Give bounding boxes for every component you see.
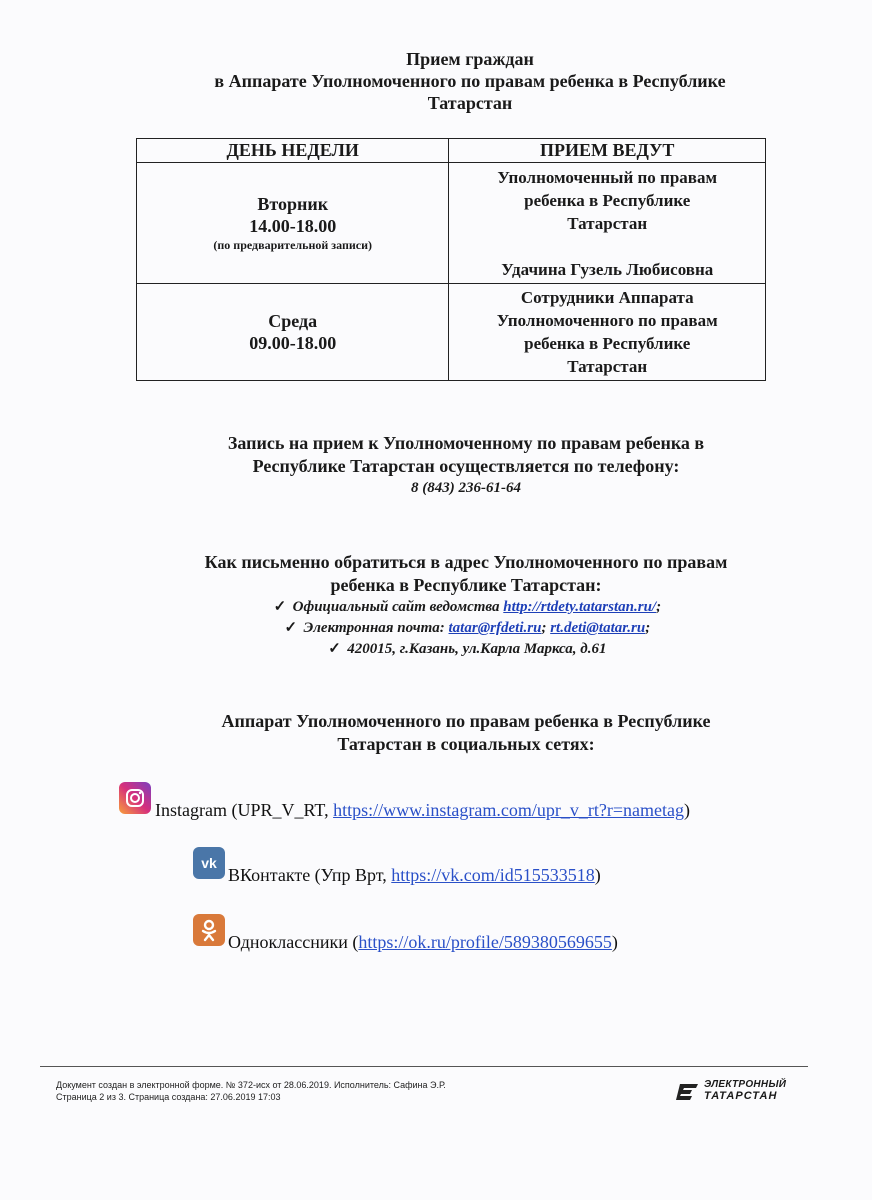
vk-row [0, 845, 872, 885]
who-person: Удачина Гузель Любисовна [501, 259, 714, 279]
email-label: Электронная почта: [303, 620, 445, 636]
svg-text:vk: vk [201, 855, 217, 871]
day-name: Среда [268, 311, 318, 331]
email-link-1[interactable]: tatar@rfdeti.ru [448, 620, 542, 636]
list-item [100, 597, 832, 618]
appointment-section [100, 432, 832, 498]
instagram-prefix: Instagram (UPR_V_RT, [155, 800, 334, 820]
social-heading-2: Татарстан в социальных сетях: [337, 734, 595, 754]
page-title [120, 48, 820, 114]
footer-divider [40, 1066, 808, 1067]
appointment-line-2: Республике Татарстан осуществляется по телефону: [252, 456, 680, 476]
table-header-row [137, 139, 766, 163]
who-line: Уполномоченный по правам [497, 167, 718, 187]
instagram-link[interactable]: https://www.instagram.com/upr_v_rt?r=nametag [333, 800, 684, 820]
logo-mark-icon [676, 1080, 700, 1102]
site-label: Официальный сайт ведомства [292, 599, 500, 615]
vk-suffix: ) [594, 865, 601, 885]
who-line: Уполномоченного по правам [496, 311, 718, 330]
check-icon: ✓ [328, 641, 341, 657]
check-icon: ✓ [284, 620, 298, 636]
vk-link[interactable]: https://vk.com/id515533518 [391, 865, 595, 885]
logo-line-2: ТАТАРСТАН [704, 1090, 778, 1102]
table-row [137, 284, 766, 381]
electronic-tatarstan-logo [676, 1078, 786, 1106]
logo-line-1: ЭЛЕКТРОННЫЙ [704, 1079, 787, 1090]
title-line-3: Татарстан [427, 93, 513, 113]
footer-line-2: Страница 2 из 3. Страница создана: 27.06.2019 17:03 [56, 1092, 281, 1102]
check-icon: ✓ [273, 599, 287, 615]
separator: ; [656, 599, 662, 615]
vk-glyph [193, 847, 225, 879]
day-time: 09.00-18.00 [249, 333, 337, 353]
phone-number[interactable]: 8 (843) 236-61-64 [411, 480, 521, 496]
list-item [100, 618, 832, 639]
ok-link[interactable]: https://ok.ru/profile/589380569655 [358, 932, 612, 952]
footer-line-1: Документ создан в электронной форме. № 372-исх от 28.06.2019. Исполнитель: Сафина Э.Р. [56, 1080, 446, 1090]
title-line-1: Прием граждан [406, 49, 534, 69]
ok-row [0, 912, 872, 952]
social-section [100, 710, 832, 756]
day-cell [137, 163, 449, 284]
list-item [100, 639, 832, 660]
email-link-2[interactable]: rt.deti@tatar.ru [550, 620, 646, 636]
who-cell [449, 284, 766, 381]
who-line: Татарстан [567, 213, 648, 233]
written-line-2: ребенка в Республике Татарстан: [330, 575, 602, 595]
separator: ; [541, 620, 547, 636]
separator: ; [645, 620, 651, 636]
who-line: Сотрудники Аппарата [520, 288, 694, 307]
instagram-suffix: ) [683, 800, 690, 820]
who-line: ребенка в Республике [524, 334, 691, 353]
day-name: Вторник [257, 194, 329, 214]
who-cell [449, 163, 766, 284]
day-note: (по предварительной записи) [213, 238, 373, 252]
appointment-line-1: Запись на прием к Уполномоченному по правам ребенка в [227, 433, 705, 453]
vk-text [228, 865, 601, 886]
schedule-table [136, 138, 766, 381]
social-heading-1: Аппарат Уполномоченного по правам ребенка в Республике [221, 711, 711, 731]
header-day: ДЕНЬ НЕДЕЛИ [137, 139, 449, 163]
day-time: 14.00-18.00 [249, 216, 337, 236]
written-line-1: Как письменно обратиться в адрес Уполномоченного по правам [204, 552, 728, 572]
ok-prefix: Одноклассники ( [228, 932, 359, 952]
vk-prefix: ВКонтакте (Упр Врт, [228, 865, 392, 885]
written-section [100, 551, 832, 660]
instagram-text [155, 800, 690, 821]
postal-address: 420015, г.Казань, ул.Карла Маркса, д.61 [347, 641, 607, 657]
table-row [137, 163, 766, 284]
who-line: Татарстан [567, 357, 648, 376]
ok-suffix: ) [611, 932, 618, 952]
ok-icon[interactable] [193, 914, 225, 946]
who-line: ребенка в Республике [524, 190, 691, 210]
ok-text [228, 932, 618, 953]
instagram-glyph [119, 782, 151, 814]
day-cell [137, 284, 449, 381]
footer-text [56, 1079, 446, 1103]
instagram-row [0, 780, 872, 820]
site-link[interactable]: http://rtdety.tatarstan.ru/ [503, 599, 657, 615]
header-who: ПРИЕМ ВЕДУТ [449, 139, 766, 163]
ok-glyph [193, 914, 225, 946]
vk-icon[interactable] [193, 847, 225, 879]
title-line-2: в Аппарате Уполномоченного по правам ребенка в Республике [214, 71, 726, 91]
instagram-icon[interactable] [119, 782, 151, 814]
